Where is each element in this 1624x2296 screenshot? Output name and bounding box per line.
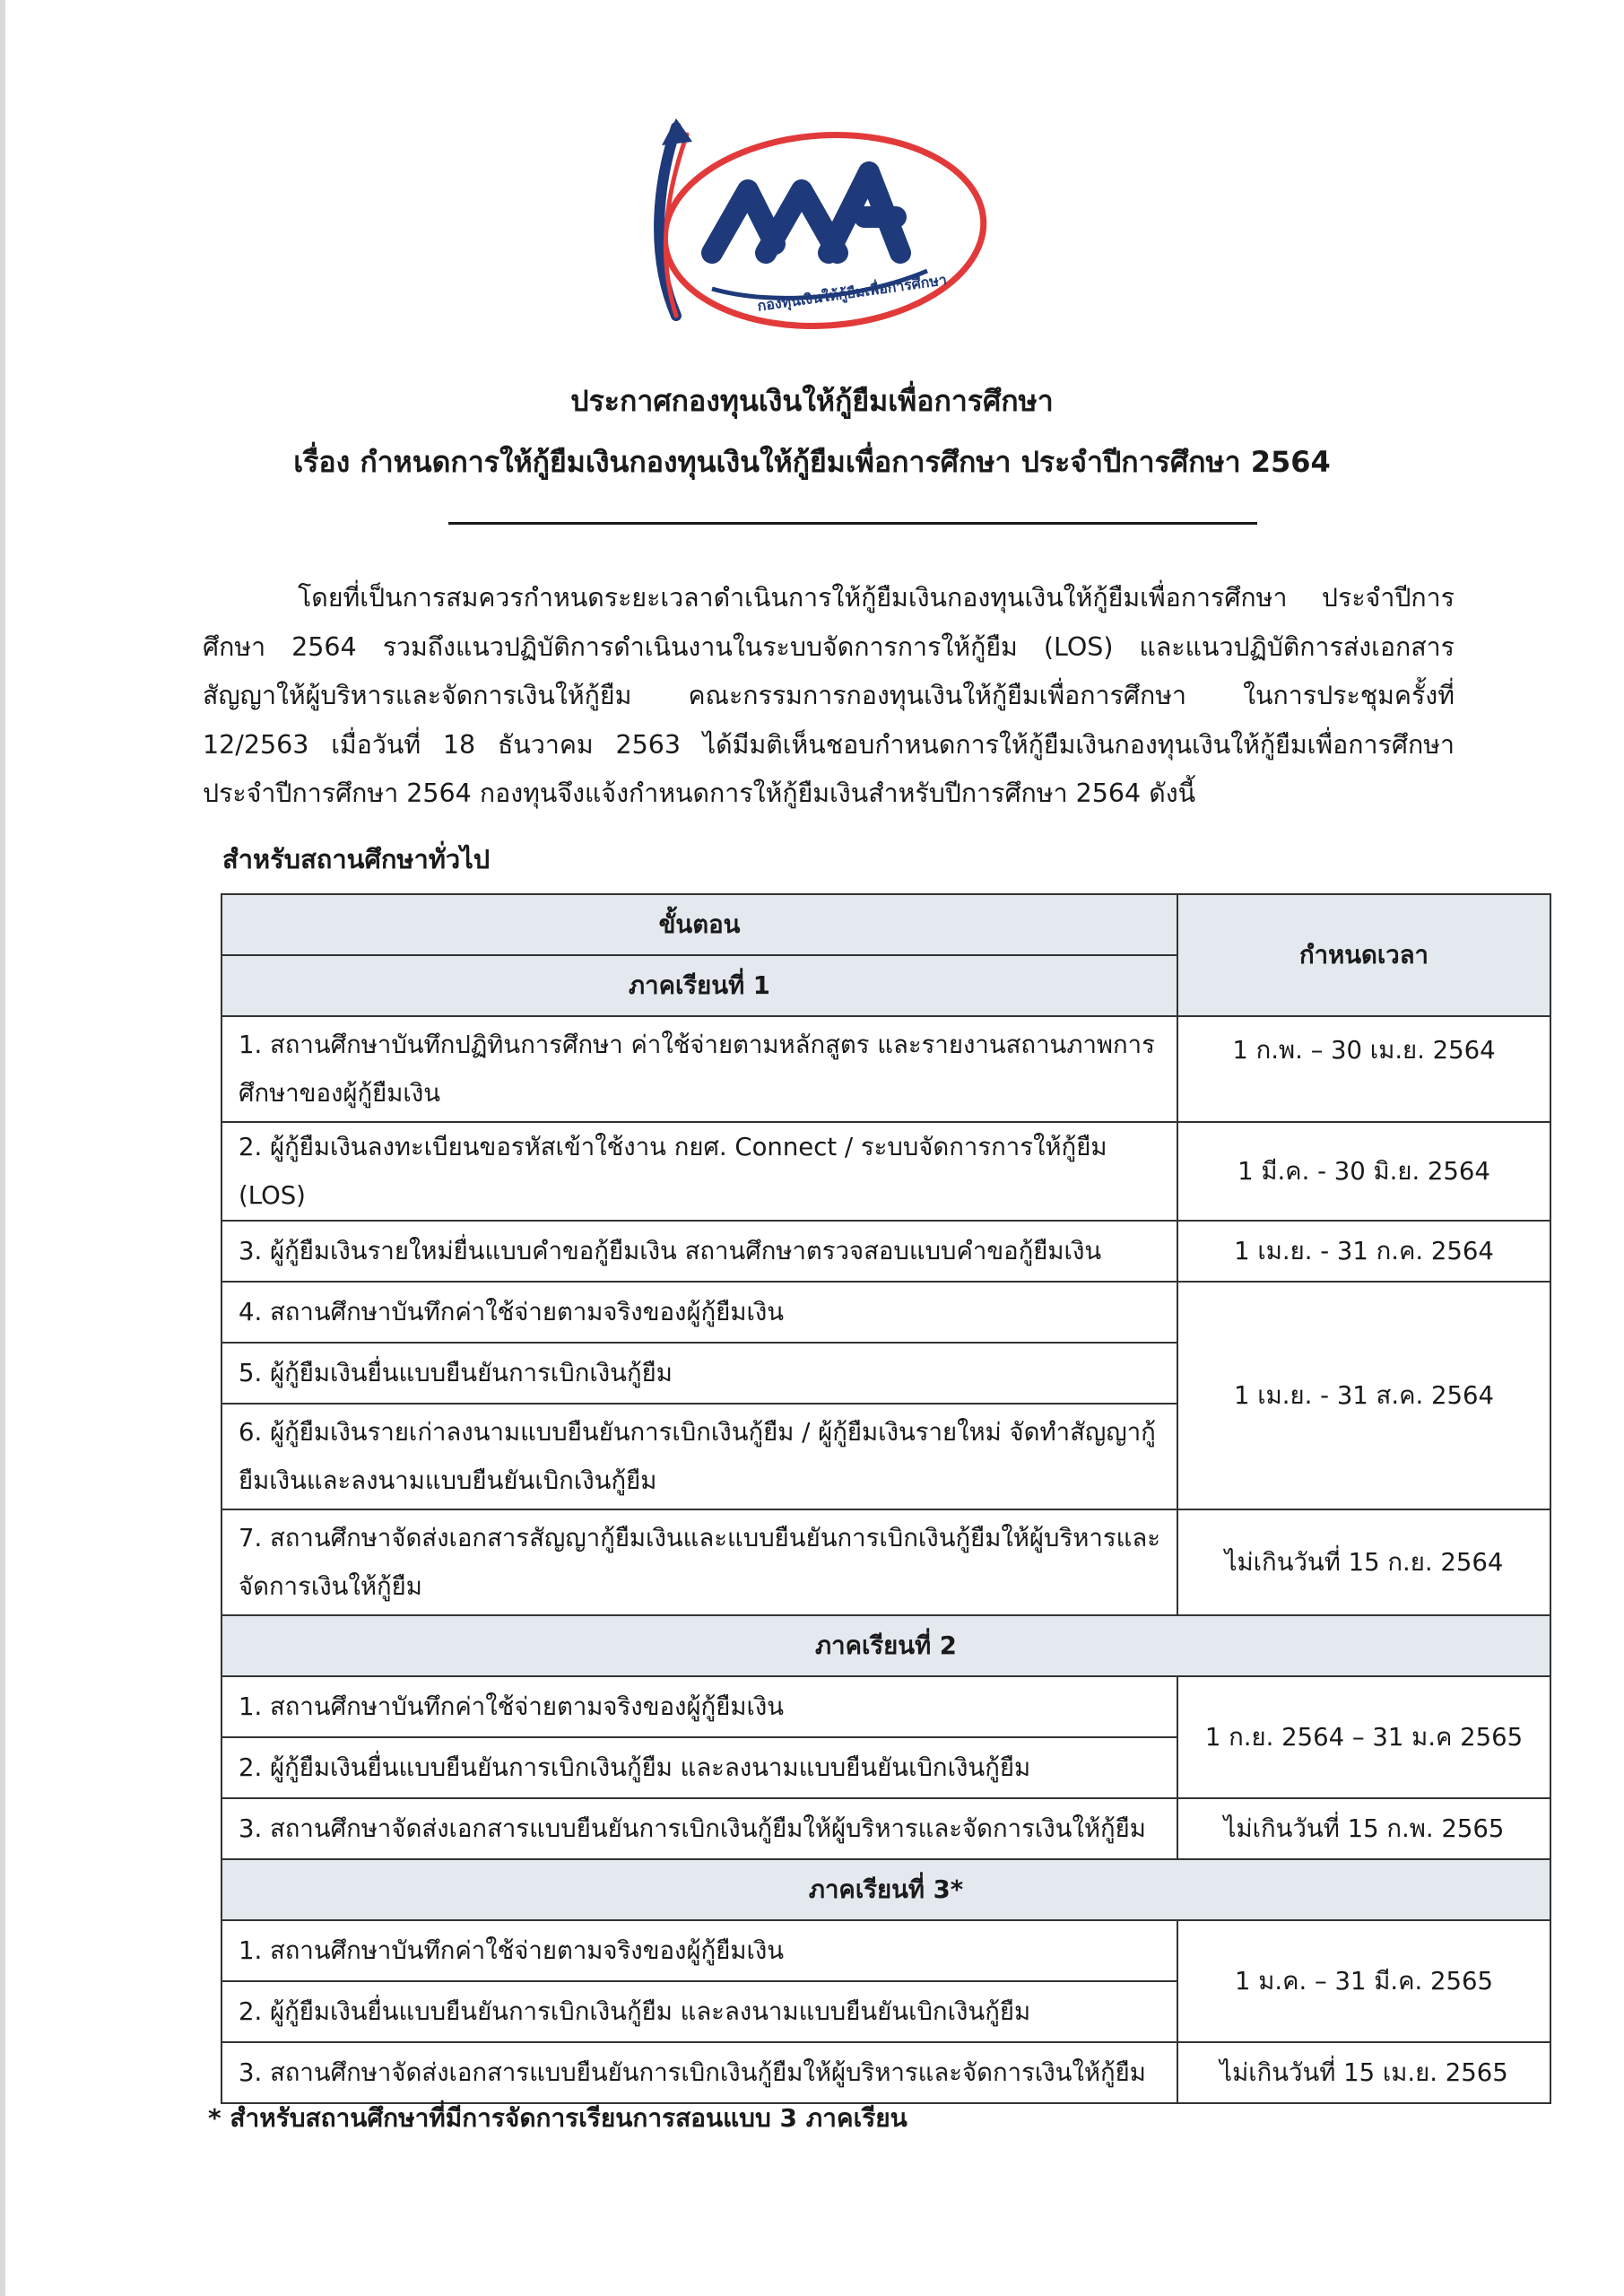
table-row (221, 1016, 1550, 1122)
term1-step-6: 6. ผู้กู้ยืมเงินรายเก่าลงนามแบบยืนยันการเบิกเงินกู้ยืม / ผู้กู้ยืมเงินรายใหม่ จัดทำสัญญากู้ยืมเงินและลงนามแบบยืนยันเบิกเงินกู้ยืม (221, 1404, 1177, 1509)
kyc-logo (640, 118, 999, 343)
schedule-table (221, 893, 1551, 2104)
table-row (221, 1920, 1550, 1981)
term1-label: ภาคเรียนที่ 1 (221, 955, 1177, 1016)
term3-label: ภาคเรียนที่ 3* (221, 1859, 1550, 1920)
term1-date-4: 1 เม.ย. - 31 ส.ค. 2564 (1177, 1282, 1550, 1509)
table-row (221, 2042, 1550, 2103)
term1-step-7: 7. สถานศึกษาจัดส่งเอกสารสัญญากู้ยืมเงินและแบบยืนยันการเบิกเงินกู้ยืมให้ผู้บริหารและจัดการเงินให้กู้ยืม (221, 1509, 1177, 1615)
header-deadline: กำหนดเวลา (1177, 894, 1550, 1016)
table-row (221, 1676, 1550, 1737)
term3-step-3: 3. สถานศึกษาจัดส่งเอกสารแบบยืนยันการเบิกเงินกู้ยืมให้ผู้บริหารและจัดการเงินให้กู้ยืม (221, 2042, 1177, 2103)
term1-step-5: 5. ผู้กู้ยืมเงินยื่นแบบยืนยันการเบิกเงินกู้ยืม (221, 1343, 1177, 1404)
term1-step-1: 1. สถานศึกษาบันทึกปฏิทินการศึกษา ค่าใช้จ่ายตามหลักสูตร และรายงานสถานภาพการศึกษาของผู้กู้ยืมเงิน (221, 1016, 1177, 1122)
term3-date-1: 1 ม.ค. – 31 มี.ค. 2565 (1177, 1920, 1550, 2042)
term2-date-1: 1 ก.ย. 2564 – 31 ม.ค 2565 (1177, 1676, 1550, 1798)
logo-graphic (640, 118, 999, 343)
table-row (221, 1282, 1550, 1343)
term2-step-1: 1. สถานศึกษาบันทึกค่าใช้จ่ายตามจริงของผู้กู้ยืมเงิน (221, 1676, 1177, 1737)
term3-step-2: 2. ผู้กู้ยืมเงินยื่นแบบยืนยันการเบิกเงินกู้ยืม และลงนามแบบยืนยันเบิกเงินกู้ยืม (221, 1981, 1177, 2042)
document-title: ประกาศกองทุนเงินให้กู้ยืมเพื่อการศึกษา (570, 384, 1054, 418)
term2-row (221, 1615, 1550, 1676)
term3-row (221, 1859, 1550, 1920)
logo-tagline: กองทุนเงินให้กู้ยืมเพื่อการศึกษา (756, 271, 948, 315)
page-edge (0, 0, 5, 2296)
term2-date-2: ไม่เกินวันที่ 15 ก.พ. 2565 (1177, 1798, 1550, 1859)
term3-date-2: ไม่เกินวันที่ 15 เม.ย. 2565 (1177, 2042, 1550, 2103)
term2-step-3: 3. สถานศึกษาจัดส่งเอกสารแบบยืนยันการเบิกเงินกู้ยืมให้ผู้บริหารและจัดการเงินให้กู้ยืม (221, 1798, 1177, 1859)
term1-step-3: 3. ผู้กู้ยืมเงินรายใหม่ยื่นแบบคำขอกู้ยืมเงิน สถานศึกษาตรวจสอบแบบคำขอกู้ยืมเงิน (221, 1221, 1177, 1282)
footnote: * สำหรับสถานศึกษาที่มีการจัดการเรียนการสอนแบบ 3 ภาคเรียน (208, 2103, 908, 2133)
term1-date-2: 1 มี.ค. - 30 มิ.ย. 2564 (1177, 1122, 1550, 1221)
term3-step-1: 1. สถานศึกษาบันทึกค่าใช้จ่ายตามจริงของผู้กู้ยืมเงิน (221, 1920, 1177, 1981)
header-steps: ขั้นตอน (221, 894, 1177, 955)
term1-date-5: ไม่เกินวันที่ 15 ก.ย. 2564 (1177, 1509, 1550, 1615)
intro-paragraph: โดยที่เป็นการสมควรกำหนดระยะเวลาดำเนินการให้กู้ยืมเงินกองทุนเงินให้กู้ยืมเพื่อการศึกษา ประจำปีการศึกษา 2564 รวมถึงแนวปฏิบัติการดำเนินงานในระบบจัดการการให้กู้ยืม (LOS) และแนวปฏิบัติการส่งเอกสารสัญญาให้ผู้บริหารและจัดการเงินให้กู้ยืม คณะกรรมการกองทุนเงินให้กู้ยืมเพื่อการศึกษา ในการประชุมครั้งที่ 12/2563 เมื่อวันที่ 18 ธันวาคม 2563 ได้มีมติเห็นชอบกำหนดการให้กู้ยืมเงินกองทุนเงินให้กู้ยืมเพื่อการศึกษา ประจำปีการศึกษา 2564 กองทุนจึงแจ้งกำหนดการให้กู้ยืมเงินสำหรับปีการศึกษา 2564 ดังนี้ (203, 583, 1455, 808)
term1-date-1: 1 ก.พ. – 30 เม.ย. 2564 (1177, 1016, 1550, 1122)
table-row (221, 1122, 1550, 1221)
term1-step-4: 4. สถานศึกษาบันทึกค่าใช้จ่ายตามจริงของผู้กู้ยืมเงิน (221, 1282, 1177, 1343)
table-row (221, 1798, 1550, 1859)
table-row (221, 1221, 1550, 1282)
term2-step-2: 2. ผู้กู้ยืมเงินยื่นแบบยืนยันการเบิกเงินกู้ยืม และลงนามแบบยืนยันเบิกเงินกู้ยืม (221, 1737, 1177, 1798)
table-header-row (221, 894, 1550, 955)
term2-label: ภาคเรียนที่ 2 (221, 1615, 1550, 1676)
term1-date-3: 1 เม.ย. - 31 ก.ค. 2564 (1177, 1221, 1550, 1282)
section-label: สำหรับสถานศึกษาทั่วไป (222, 844, 491, 874)
term1-step-2: 2. ผู้กู้ยืมเงินลงทะเบียนขอรหัสเข้าใช้งาน กยศ. Connect / ระบบจัดการการให้กู้ยืม (LOS) (221, 1122, 1177, 1221)
table-row (221, 1509, 1550, 1615)
title-divider (448, 522, 1257, 525)
document-subject: เรื่อง กำหนดการให้กู้ยืมเงินกองทุนเงินให้กู้ยืมเพื่อการศึกษา ประจำปีการศึกษา 2564 (293, 445, 1331, 479)
